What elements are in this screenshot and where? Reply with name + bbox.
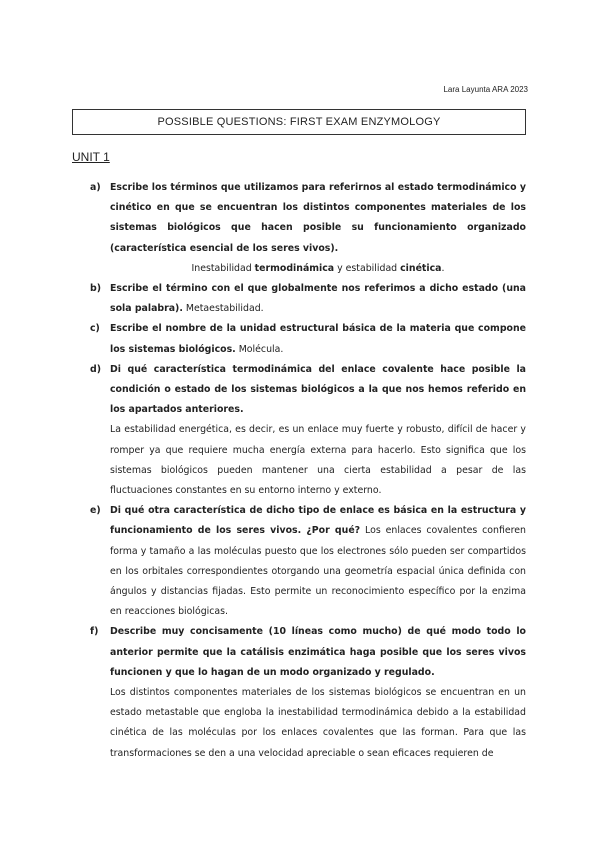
unit-heading: UNIT 1 <box>72 150 110 164</box>
question-letter: f) <box>90 626 99 638</box>
document-title-box <box>72 109 526 135</box>
question-item <box>90 319 526 359</box>
answer-text: Los distintos componentes materiales de los sistemas biológicos se encuentran en un estado metastable que engloba la inestabilidad termodinámica debido a la estabilidad cinética de las moléculas por los enlaces covalentes que las forman. Para que las transformaciones se den a una velocidad apreciable o sean eficaces requieren de <box>110 687 526 759</box>
answer-text: Inestabilidad termodinámica y estabilidad cinética. <box>191 262 445 274</box>
question-letter: e) <box>90 505 101 517</box>
question-letter: d) <box>90 363 101 375</box>
answer-text: Los enlaces covalentes confieren forma y tamaño a las moléculas puesto que los electrones sólo pueden ser compartidos en los orbitales correspondientes otorgando una geometría espacial única definida con ángulos y distancias fijadas. Esto permite un reconocimiento específico por la enzima en reacciones biológicas. <box>110 525 526 618</box>
question-letter: c) <box>90 323 100 335</box>
question-item <box>90 501 526 622</box>
document-title: POSSIBLE QUESTIONS: FIRST EXAM ENZYMOLOGY <box>157 116 441 128</box>
question-text: Escribe los términos que utilizamos para referirnos al estado termodinámico y cinético en que se encuentran los distintos componentes materiales de los sistemas biológicos que hacen posible su funcionamiento organizado (característica esencial de los seres vivos). <box>110 182 526 254</box>
question-item <box>90 279 526 319</box>
question-text: Escribe el término con el que globalmente nos referimos a dicho estado (una sola palabra). <box>110 283 526 315</box>
question-list <box>90 178 526 764</box>
question-text: Di qué característica termodinámica del enlace covalente hace posible la condición o estado de los sistemas biológicos a la que nos hemos referido en los apartados anteriores. <box>110 363 526 416</box>
question-text: Di qué otra característica de dicho tipo de enlace es básica en la estructura y funcionamiento de los seres vivos. ¿Por qué? <box>110 505 526 537</box>
question-letter: b) <box>90 283 101 295</box>
answer-text: La estabilidad energética, es decir, es un enlace muy fuerte y robusto, difícil de hacer y romper ya que requiere mucha energía externa para hacerlo. Esto significa que los sistemas biológicos pueden mantener una cierta estabilidad a pesar de las fluctuaciones constantes en su entorno interno y externo. <box>110 424 526 497</box>
question-item <box>90 360 526 501</box>
question-text: Describe muy concisamente (10 líneas como mucho) de qué modo todo lo anterior permite que la catálisis enzimática haga posible que los seres vivos funcionen y que lo hagan de un modo organizado y regulado. <box>110 626 526 678</box>
question-letter: a) <box>90 182 101 193</box>
author-line: Lara Layunta ARA 2023 <box>443 85 528 94</box>
answer-text: Metaestabilidad. <box>182 303 264 315</box>
answer-text: Molécula. <box>235 343 284 355</box>
question-item <box>90 622 526 763</box>
question-text: Escribe el nombre de la unidad estructural básica de la materia que compone los sistemas biológicos. <box>110 323 526 355</box>
question-item <box>90 178 526 259</box>
